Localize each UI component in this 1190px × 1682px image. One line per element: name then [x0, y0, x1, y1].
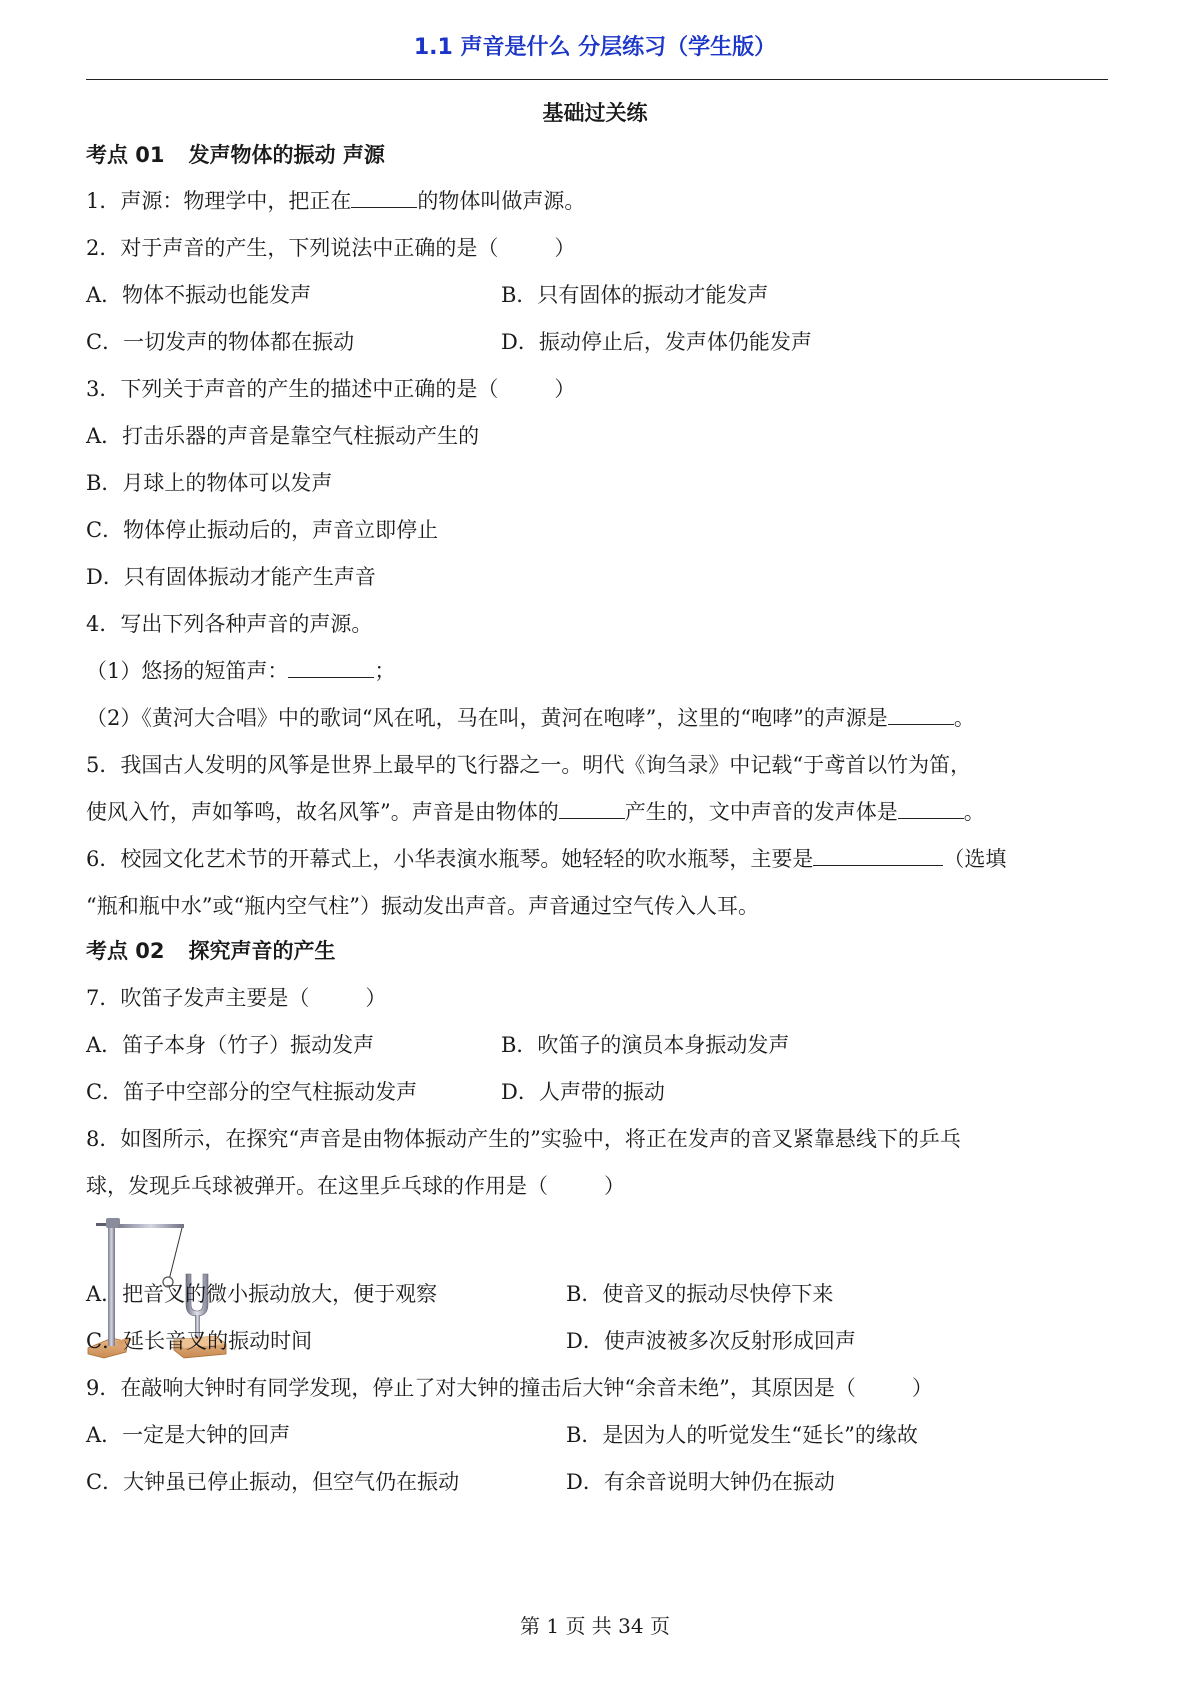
q4-sub1-end: ； — [374, 659, 396, 683]
q3-option-b[interactable]: B．月球上的物体可以发声 — [86, 471, 333, 495]
kp2-heading — [86, 936, 1110, 966]
q8-options-row1 — [86, 1279, 1110, 1309]
q5-line2 — [86, 797, 1110, 827]
q9-options-row1 — [86, 1420, 1110, 1450]
q8-line1: 8．如图所示，在探究“声音是由物体振动产生的”实验中，将正在发声的音叉紧靠悬线下的乒乓 — [86, 1127, 961, 1151]
q1 — [86, 186, 1110, 216]
q6-line1-text: 6．校园文化艺术节的开幕式上，小华表演水瓶琴。她轻轻的吹水瓶琴，主要是 — [86, 847, 814, 871]
q7-option-a[interactable]: A．笛子本身（竹子）振动发声 — [86, 1033, 375, 1057]
q3-stem — [86, 374, 1110, 404]
q1-text: 1．声源：物理学中，把正在 — [86, 189, 352, 213]
pendulum-thread — [169, 1228, 182, 1280]
q9-option-d[interactable]: D．有余音说明大钟仍在振动 — [566, 1470, 835, 1494]
q4-stem: 4．写出下列各种声音的声源。 — [86, 612, 373, 636]
q2-option-b[interactable]: B．只有固体的振动才能发声 — [501, 283, 769, 307]
q5-blank-1[interactable] — [559, 800, 625, 819]
q2-stem-text: 2．对于声音的产生，下列说法中正确的是（ — [86, 236, 499, 260]
q4-sub2-end: 。 — [953, 706, 975, 730]
kp2-label: 考点 02 — [86, 939, 165, 963]
q7-stem-close: ） — [365, 986, 387, 1010]
title-divider — [86, 79, 1108, 80]
q7-option-c[interactable]: C．笛子中空部分的空气柱振动发声 — [86, 1080, 418, 1104]
q3-stem-text: 3．下列关于声音的产生的描述中正确的是（ — [86, 377, 499, 401]
q4-sub2-blank[interactable] — [888, 706, 954, 725]
q7-options-row2 — [86, 1077, 1110, 1107]
q9-option-b[interactable]: B．是因为人的听觉发生“延长”的缘故 — [566, 1423, 918, 1447]
q9-options-row2 — [86, 1467, 1110, 1497]
q5-line2-end: 。 — [963, 800, 985, 824]
q2-options-row1 — [86, 280, 1110, 310]
q7-stem-text: 7．吹笛子发声主要是（ — [86, 986, 310, 1010]
q4-sub1 — [86, 656, 1110, 686]
q5-line2-mid: 产生的，文中声音的发声体是 — [624, 800, 898, 824]
page-footer: 第 1 页 共 34 页 — [520, 1614, 670, 1638]
q5-blank-2[interactable] — [898, 800, 964, 819]
q6-blank[interactable] — [813, 847, 943, 866]
q5-line2-text: 使风入竹，声如筝鸣，故名风筝”。声音是由物体的 — [86, 800, 559, 824]
q4-sub2-text: （2）《黄河大合唱》中的歌词“风在吼，马在叫，黄河在咆哮”，这里的“咆哮”的声源是 — [86, 706, 888, 730]
q6-line1 — [86, 844, 1110, 874]
q2-stem — [86, 233, 1110, 263]
q3-option-c[interactable]: C．物体停止振动后的，声音立即停止 — [86, 518, 439, 542]
q8-option-b[interactable]: B．使音叉的振动尽快停下来 — [566, 1282, 834, 1306]
q3-stem-close: ） — [554, 377, 576, 401]
q7-option-b[interactable]: B．吹笛子的演员本身振动发声 — [501, 1033, 790, 1057]
q2-options-row2 — [86, 327, 1110, 357]
q9-option-a[interactable]: A．一定是大钟的回声 — [86, 1423, 291, 1447]
q8-line2 — [86, 1171, 1110, 1201]
q2-stem-close: ） — [554, 236, 576, 260]
q7-options-row1 — [86, 1030, 1110, 1060]
q7-stem — [86, 983, 1110, 1013]
q4-sub1-blank[interactable] — [288, 659, 374, 678]
stand-clamp — [106, 1218, 120, 1228]
q1-text-end: 的物体叫做声源。 — [417, 189, 586, 213]
q6-line1-end: （选填 — [943, 847, 1007, 871]
clamp-screw — [96, 1223, 106, 1226]
kp1-title: 发声物体的振动 声源 — [188, 143, 385, 167]
q4-sub2 — [86, 703, 1110, 733]
kp1-heading — [86, 140, 1110, 170]
page-title: 1.1 声音是什么 分层练习（学生版） — [413, 35, 777, 60]
q4-sub1-text: （1）悠扬的短笛声： — [86, 659, 289, 683]
kp1-label: 考点 01 — [86, 143, 165, 167]
q3-option-d[interactable]: D．只有固体振动才能产生声音 — [86, 565, 376, 589]
q7-option-d[interactable]: D．人声带的振动 — [501, 1080, 665, 1104]
q3-option-a[interactable]: A．打击乐器的声音是靠空气柱振动产生的 — [86, 424, 480, 448]
kp2-title: 探究声音的产生 — [188, 939, 336, 963]
q2-option-d[interactable]: D．振动停止后，发声体仍能发声 — [501, 330, 812, 354]
stand-arm — [118, 1224, 184, 1228]
q8-option-a[interactable]: A．把音叉的微小振动放大，便于观察 — [86, 1282, 438, 1306]
q8-line2-close: ） — [604, 1174, 625, 1198]
q6-line2: “瓶和瓶中水”或“瓶内空气柱”）振动发出声音。声音通过空气传入人耳。 — [86, 894, 759, 918]
q8-options-row2 — [86, 1326, 1110, 1356]
q9-stem — [86, 1373, 1110, 1403]
q2-option-c[interactable]: C．一切发声的物体都在振动 — [86, 330, 355, 354]
q8-option-d[interactable]: D．使声波被多次反射形成回声 — [566, 1329, 856, 1353]
q8-line2-text: 球，发现乒乓球被弹开。在这里乒乓球的作用是（ — [86, 1174, 548, 1198]
q5-line1: 5．我国古人发明的风筝是世界上最早的飞行器之一。明代《询刍录》中记载“于鸢首以竹为笛， — [86, 753, 972, 777]
section-heading: 基础过关练 — [542, 101, 648, 125]
q2-option-a[interactable]: A．物体不振动也能发声 — [86, 283, 312, 307]
q9-stem-text: 9．在敲响大钟时有同学发现，停止了对大钟的撞击后大钟“余音未绝”，其原因是（ — [86, 1376, 856, 1400]
q9-stem-close: ） — [911, 1376, 933, 1400]
q1-answer-blank[interactable] — [351, 189, 417, 208]
q8-option-c[interactable]: C．延长音叉的振动时间 — [86, 1329, 313, 1353]
q9-option-c[interactable]: C．大钟虽已停止振动，但空气仍在振动 — [86, 1470, 460, 1494]
